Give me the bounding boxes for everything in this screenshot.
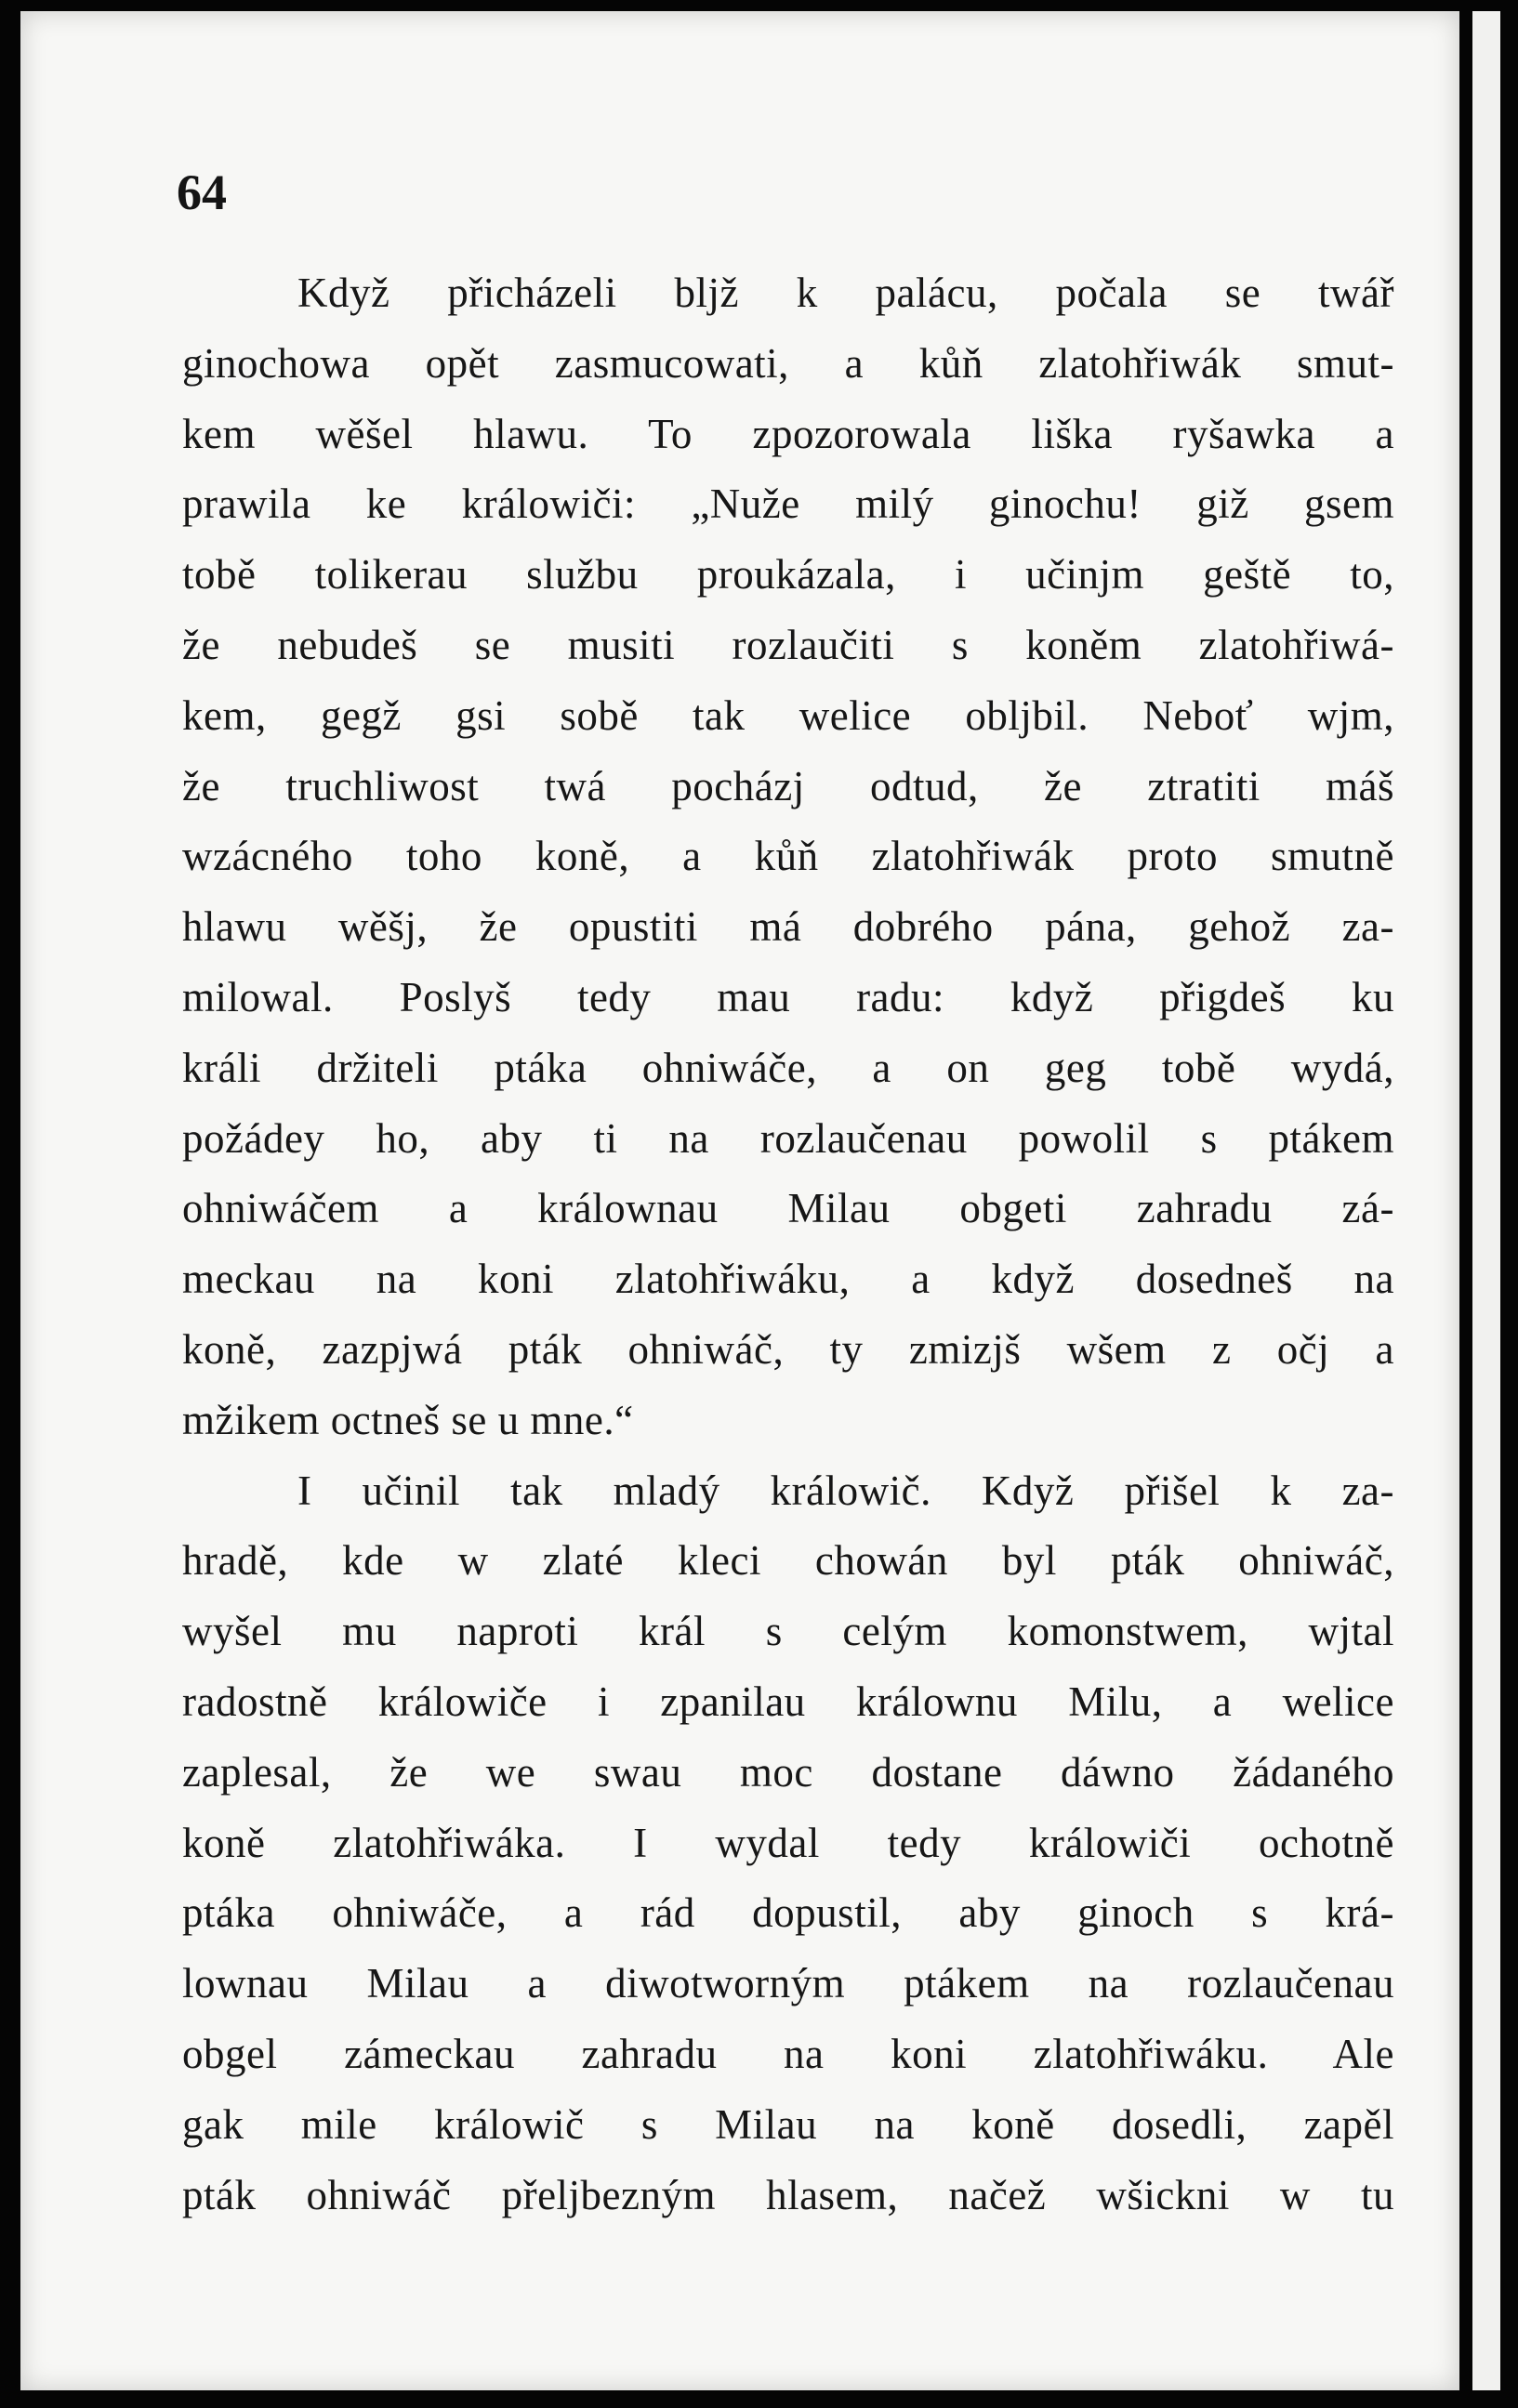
text-line: prawila ke králowiči: „Nuže milý ginochu! giž gsem [182, 480, 1394, 528]
text-line: ohniwáčem a králownau Milau obgeti zahradu zá- [182, 1185, 1394, 1232]
text-line: že nebudeš se musiti rozlaučiti s koněm zlatohřiwá- [182, 621, 1394, 668]
text-line: gak mile králowič s Milau na koně dosedli, zapěl [182, 2100, 1394, 2148]
text-line: tobě tolikerau službu proukázala, i učinjm geště to, [182, 551, 1394, 599]
text-line: koně zlatohřiwáka. I wydal tedy králowiči ochotně [182, 1819, 1394, 1866]
body-text [182, 258, 1394, 2230]
text-line: že truchliwost twá pocházj odtud, že ztratiti máš [182, 762, 1394, 809]
text-line: radostně králowiče i zpanilau králownu Milu, a welice [182, 1678, 1394, 1725]
text-line: lownau Milau a diwotworným ptákem na rozlaučenau [182, 1960, 1394, 2007]
text-line: kem, gegž gsi sobě tak welice obljbil. Neboť wjm, [182, 691, 1394, 739]
text-line: mžikem octneš se u mne.“ [182, 1396, 634, 1443]
text-line: ginochowa opět zasmucowati, a kůň zlatohřiwák smut- [182, 339, 1394, 387]
text-line: milowal. Poslyš tedy mau radu: když přigdeš ku [182, 973, 1394, 1020]
paragraph-2 [182, 1456, 1394, 2231]
text-line: kem wěšel hlawu. To zpozorowala liška ryšawka a [182, 410, 1394, 457]
text-line: požádey ho, aby ti na rozlaučenau powolil s ptákem [182, 1114, 1394, 1162]
text-line: obgel zámeckau zahradu na koni zlatohřiwáku. Ale [182, 2030, 1394, 2077]
text-line: meckau na koni zlatohřiwáku, a když dosedneš na [182, 1256, 1394, 1303]
text-line: hlawu wěšj, že opustiti má dobrého pána, gehož za- [182, 903, 1394, 951]
text-line: koně, zazpjwá pták ohniwáč, ty zmizjš wšem z očj a [182, 1325, 1394, 1373]
text-line: zaplesal, že we swau moc dostane dáwno žádaného [182, 1748, 1394, 1796]
page-number: 64 [177, 164, 227, 220]
paragraph-1 [182, 258, 1394, 1456]
adjacent-page-edge [1472, 11, 1500, 2390]
text-line: hradě, kde w zlaté kleci chowán byl pták ohniwáč, [182, 1537, 1394, 1585]
text-line: ptáka ohniwáče, a rád dopustil, aby ginoch s krá- [182, 1889, 1394, 1937]
text-line: I učinil tak mladý králowič. Když přišel k za- [297, 1467, 1394, 1514]
text-line: wzácného toho koně, a kůň zlatohřiwák proto smutně [182, 833, 1394, 880]
text-line: králi držiteli ptáka ohniwáče, a on geg tobě wydá, [182, 1044, 1394, 1091]
text-line: wyšel mu naproti král s celým komonstwem, wjtal [182, 1608, 1394, 1655]
text-line: pták ohniwáč přeljbezným hlasem, načež wšickni w tu [182, 2171, 1394, 2218]
text-line: Když přicházeli bljž k palácu, počala se twář [297, 270, 1394, 316]
